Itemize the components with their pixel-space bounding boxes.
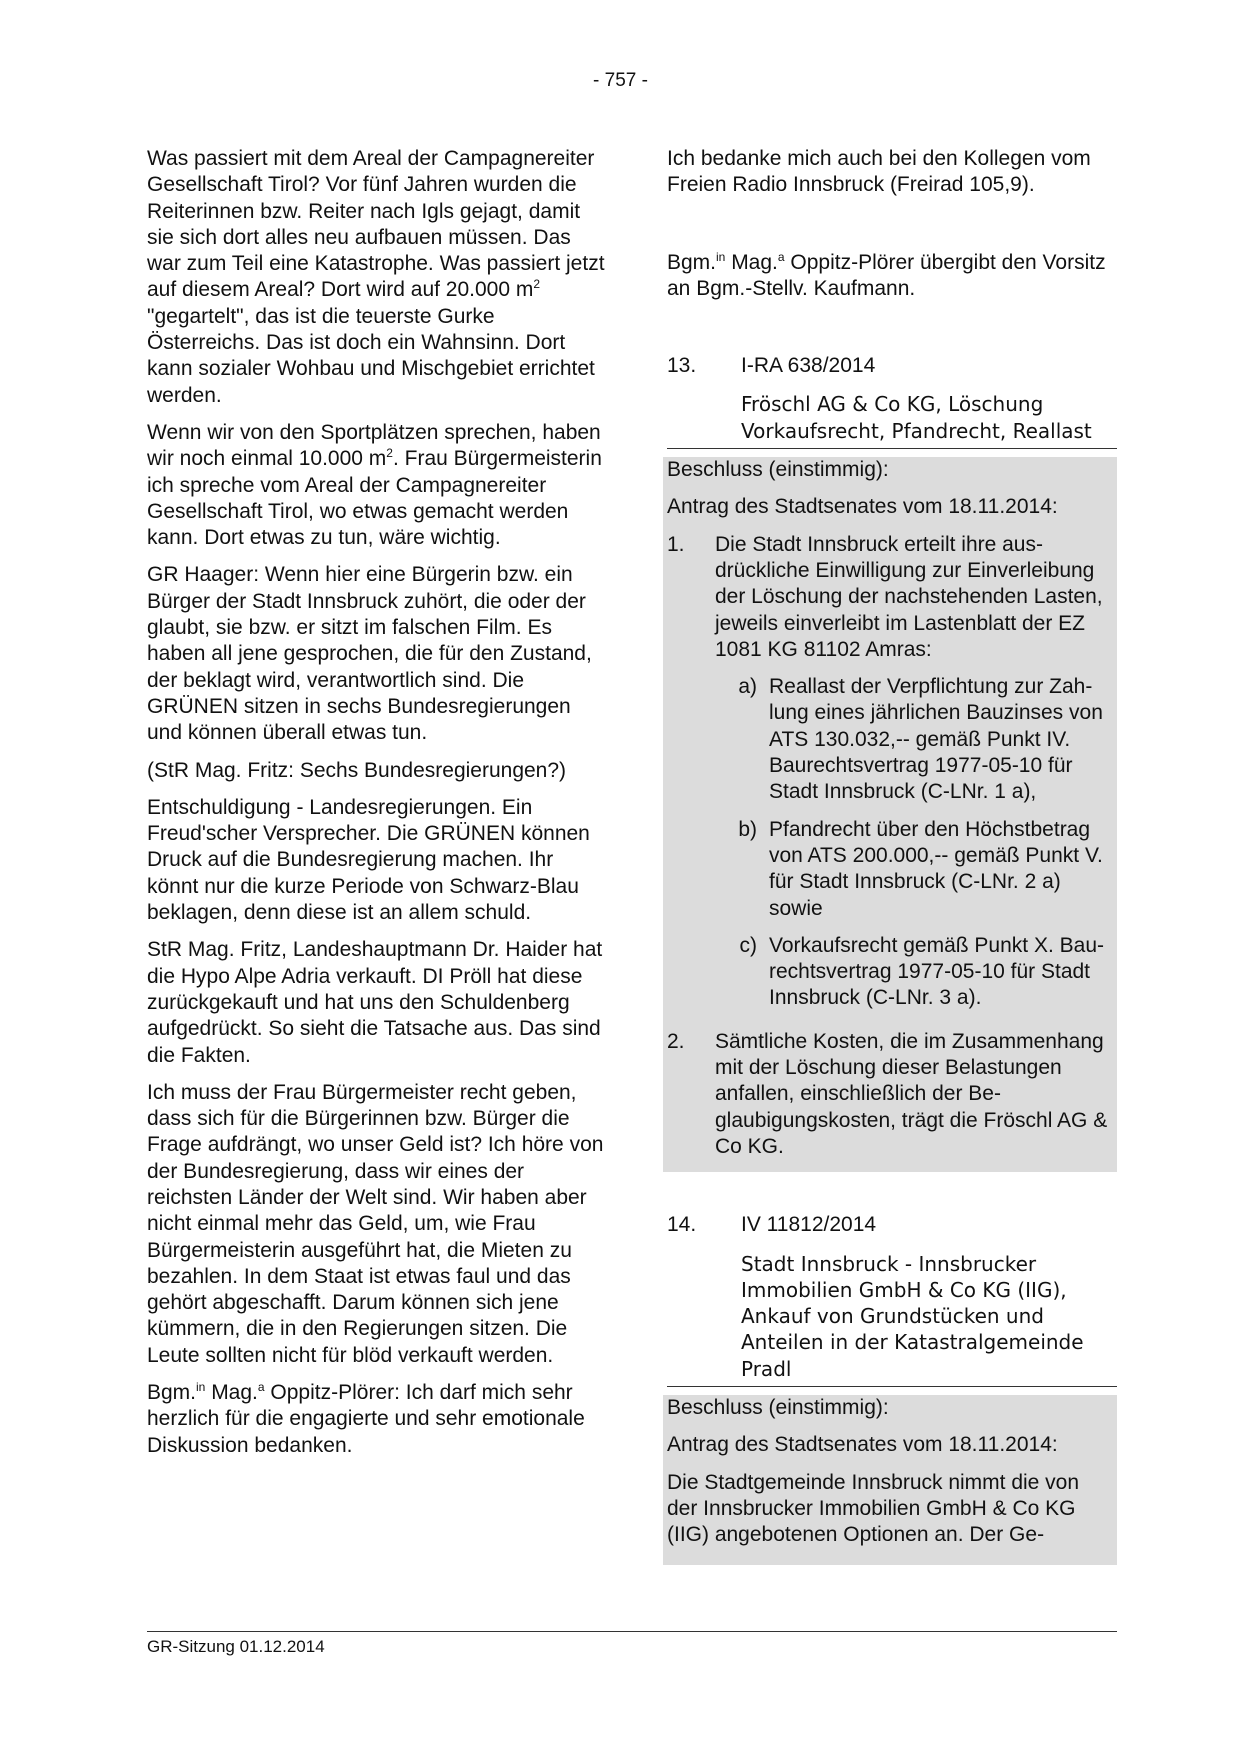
agenda-number: 13. [667, 354, 697, 378]
agenda-title: Stadt Innsbruck - Innsbrucker Immobilien GmbH & Co KG (IIG), Ankauf von Grundstücken und Anteilen in der Katastralgemeinde Pradl [741, 1251, 1084, 1381]
agenda-number: 14. [667, 1213, 697, 1237]
agenda-code: IV 11812/2014 [741, 1213, 877, 1237]
list-number: 1. [667, 532, 685, 556]
footer: GR-Sitzung 01.12.2014 [147, 1637, 325, 1656]
decision-label: Beschluss (einstimmig): [667, 458, 889, 482]
right-column [667, 146, 1117, 1565]
decision-block-13 [663, 457, 1117, 1172]
agenda-item-13-header [667, 353, 1117, 379]
list-item [667, 532, 1113, 1023]
left-column [147, 146, 605, 1470]
sub-letter: c) [739, 933, 757, 957]
list-text: Sämtliche Kosten, die im Zusammenhang mit der Löschung dieser Belastungen anfallen, einschließlich der Beglaubigungskosten, trägt die Fröschl AG & Co KG. [715, 1029, 1108, 1158]
paragraph: Bgm.$^{in}$ Mag.$^a$ Oppitz-Plörer: Ich darf mich sehr herzlich für die engagierte und sehr emotionale Diskussion bedanken. [147, 1380, 585, 1457]
motion-label: Antrag des Stadtsenates vom 18.11.2014: [667, 1433, 1058, 1457]
paragraph: (StR Mag. Fritz: Sechs Bundesregierungen?) [147, 758, 567, 782]
paragraph: Was passiert mit dem Areal der Campagnereiter Gesellschaft Tirol? Vor fünf Jahren wurden die Reiterinnen bzw. Reiter nach Igls gejagt, damit sie sich dort alles neu aufbauen müssen. Das war zum Teil eine Katastrophe. Was passiert jetzt auf diesem Areal? Dort wird auf 20.000 $m^2$ "gegartelt", das ist die teuerste Gurke Österreichs. Das ist doch ein Wahnsinn. Dort kann sozialer Wohbau und Mischgebiet errichtet werden. [147, 147, 605, 407]
sub-item [715, 674, 1113, 805]
agenda-item-14-header [667, 1212, 1117, 1238]
paragraph: Bgm.$^{in}$ Mag.$^a$ Oppitz-Plörer übergibt den Vorsitz an Bgm.-Stellv. Kaufmann. [667, 249, 1106, 300]
list-item [667, 1029, 1113, 1160]
decision-text: Die Stadtgemeinde Innsbruck nimmt die von der Innsbrucker Immobilien GmbH & Co KG (IIG) angebotenen Optionen an. Der Ge- [667, 1470, 1080, 1547]
list-text: Die Stadt Innsbruck erteilt ihre ausdrückliche Einwilligung zur Einverleibung der Löschung der nachstehenden Lasten, jeweils einverleibt im Lastenblatt der EZ 1081 KG 81102 Amras: [715, 532, 1103, 661]
list-number: 2. [667, 1029, 685, 1053]
paragraph: StR Mag. Fritz, Landeshauptmann Dr. Haider hat die Hypo Alpe Adria verkauft. DI Pröll hat diese zurückgekauft und hat uns den Schuldenberg aufgedrückt. So sieht die Tatsache aus. Das sind die Fakten. [147, 938, 603, 1067]
sub-item [715, 817, 1113, 922]
motion-label: Antrag des Stadtsenates vom 18.11.2014: [667, 495, 1058, 519]
decision-label: Beschluss (einstimmig): [667, 1395, 889, 1419]
divider [667, 1386, 1117, 1387]
agenda-title: Fröschl AG & Co KG, Löschung Vorkaufsrecht, Pfandrecht, Reallast [741, 392, 1092, 443]
sub-text: Reallast der Verpflichtung zur Zahlung eines jährlichen Bauzinses von ATS 130.032,-- gemäß Punkt IV. Baurechtsvertrag 1977-05-10 für Stadt Innsbruck (C-LNr. 1 a), [769, 675, 1103, 804]
sub-text: Vorkaufsrecht gemäß Punkt X. Baurechtsvertrag 1977-05-10 für Stadt Innsbruck (C-LNr. 3 a). [769, 933, 1105, 1010]
sub-letter: a) [738, 675, 757, 699]
agenda-code: I-RA 638/2014 [741, 354, 876, 378]
paragraph: Entschuldigung - Landesregierungen. Ein Freud'scher Versprecher. Die GRÜNEN können Druck auf die Bundesregierung machen. Ihr könnt nur die kurze Periode von Schwarz-Blau beklagen, denn diese ist an allem schuld. [147, 795, 590, 925]
paragraph: Wenn wir von den Sportplätzen sprechen, haben wir noch einmal 10.000 $m^2$. Frau Bürgermeisterin ich spreche vom Areal der Campagnereiter Gesellschaft Tirol, wo etwas gemacht werden kann. Dort etwas zu tun, wäre wichtig. [147, 420, 602, 550]
sub-text: Pfandrecht über den Höchstbetrag von ATS 200.000,-- gemäß Punkt V. für Stadt Innsbruck (C-LNr. 2 a) sowie [769, 817, 1103, 920]
paragraph: Ich muss der Frau Bürgermeister recht geben, dass sich für die Bürgerinnen bzw. Bürger die Frage aufdrängt, wo unser Geld ist? Ich höre von der Bundesregierung, dass wir eines der reichsten Länder der Welt sind. Wir haben aber nicht einmal mehr das Geld, um, wie Frau Bürgermeisterin ausgeführt hat, die Mieten zu bezahlen. In dem Staat ist etwas faul und das gehört abgeschafft. Darum können sich jene kümmern, die in den Regierungen sitzen. Die Leute sollten nicht für blöd verkauft werden. [147, 1080, 604, 1367]
sub-letter: b) [738, 817, 757, 841]
sub-item [715, 933, 1113, 1012]
footer-divider [147, 1631, 1117, 1632]
paragraph: GR Haager: Wenn hier eine Bürgerin bzw. ein Bürger der Stadt Innsbruck zuhört, die oder der glaubt, sie bzw. er sitzt im falschen Film. Es haben all jene gesprochen, die für den Zustand, der beklagt wird, verantwortlich sind. Die GRÜNEN sitzen in sechs Bundesregierungen und können überall etwas tun. [147, 563, 592, 745]
divider [667, 448, 1117, 449]
paragraph: Ich bedanke mich auch bei den Kollegen vom Freien Radio Innsbruck (Freirad 105,9). [667, 147, 1091, 197]
decision-block-14 [663, 1395, 1117, 1565]
page-number: - 757 - [593, 70, 648, 91]
